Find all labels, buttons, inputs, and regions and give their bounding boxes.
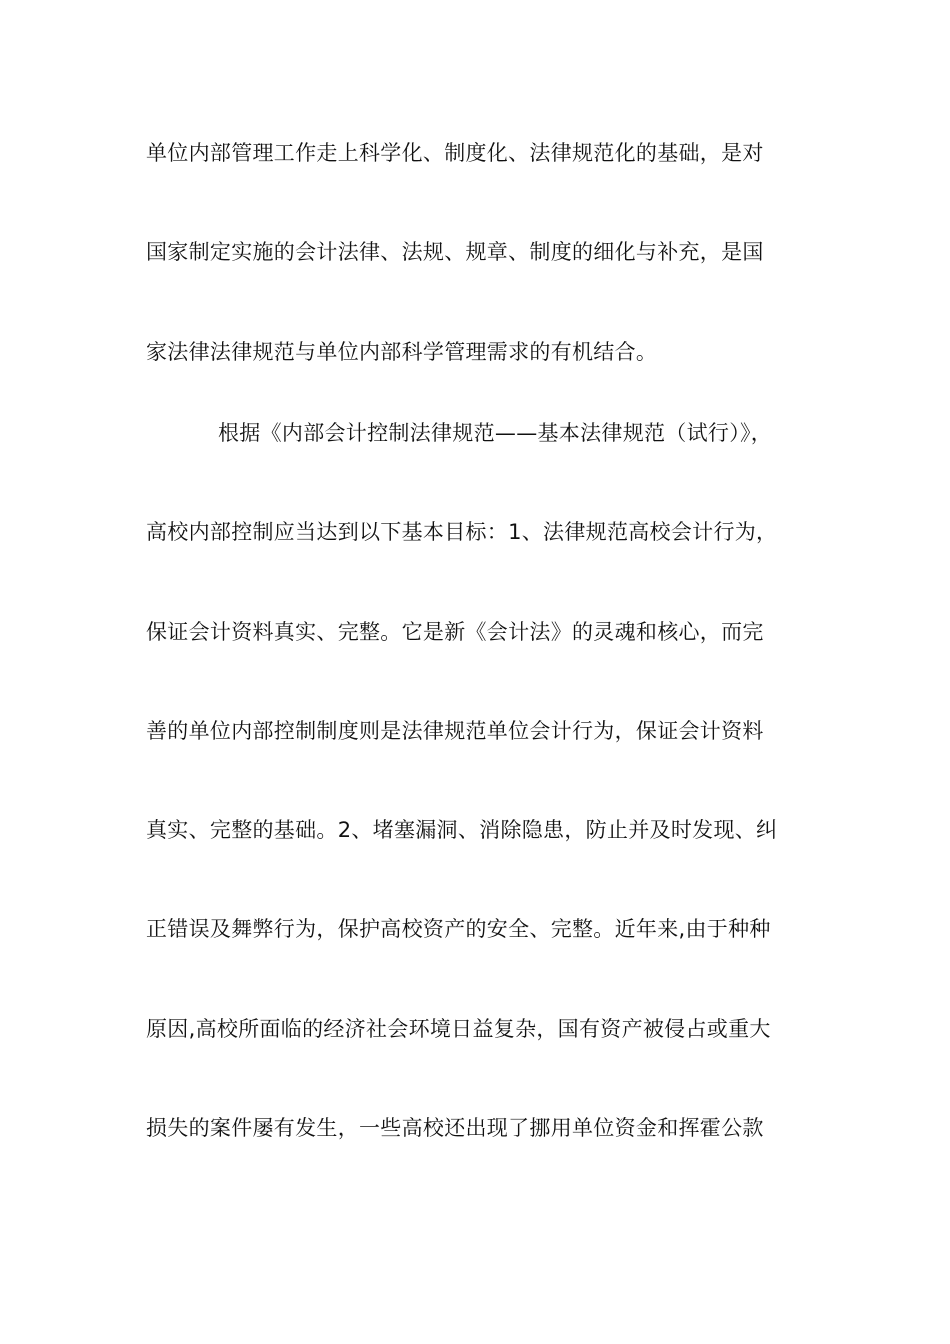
paragraph-start-line: 根据《内部会计控制法律规范——基本法律规范（试行）》， xyxy=(218,421,773,445)
text-line: 保证会计资料真实、完整。它是新《会计法》的灵魂和核心，而完 xyxy=(146,620,764,644)
text-line: 家法律法律规范与单位内部科学管理需求的有机结合。 xyxy=(146,340,658,364)
text-line: 高校内部控制应当达到以下基本目标：1、法律规范高校会计行为， xyxy=(146,520,778,544)
text-line: 原因,高校所面临的经济社会环境日益复杂，国有资产被侵占或重大 xyxy=(146,1017,771,1041)
text-line: 真实、完整的基础。2、堵塞漏洞、消除隐患，防止并及时发现、纠 xyxy=(146,818,778,842)
text-line: 损失的案件屡有发生，一些高校还出现了挪用单位资金和挥霍公款 xyxy=(146,1116,764,1140)
text-line: 正错误及舞弊行为，保护高校资产的安全、完整。近年来,由于种种 xyxy=(146,917,771,941)
text-line: 善的单位内部控制制度则是法律规范单位会计行为，保证会计资料 xyxy=(146,719,764,743)
text-line: 单位内部管理工作走上科学化、制度化、法律规范化的基础，是对 xyxy=(146,141,764,165)
text-line: 国家制定实施的会计法律、法规、规章、制度的细化与补充，是国 xyxy=(146,240,764,264)
